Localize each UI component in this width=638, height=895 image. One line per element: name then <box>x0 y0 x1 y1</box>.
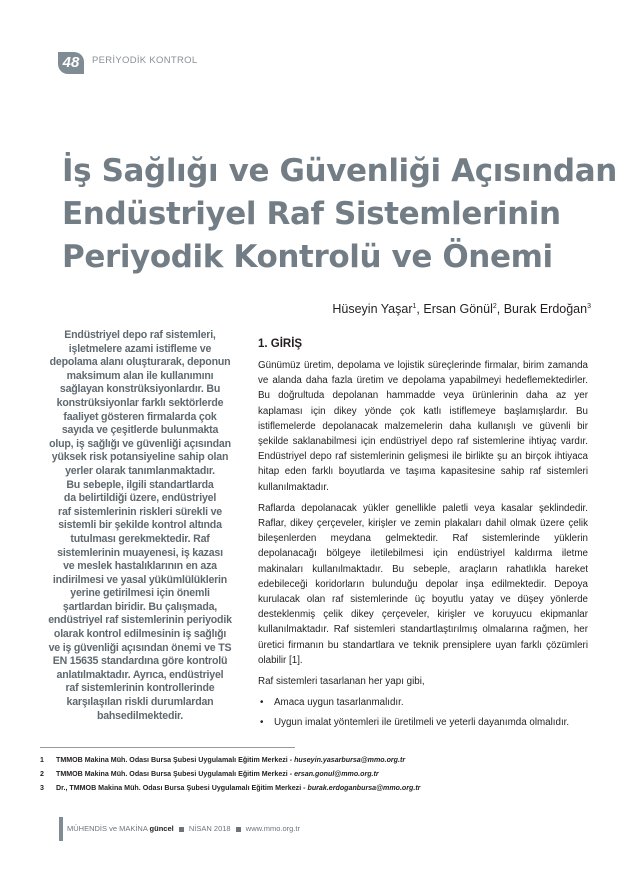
journal-name-bold: güncel <box>149 824 174 833</box>
page-number-tab: 48 <box>58 52 84 74</box>
footnote-text: TMMOB Makina Müh. Odası Bursa Şubesi Uygulamalı Eğitim Merkezi - <box>56 756 295 764</box>
footnote <box>40 753 600 767</box>
footnote-email-link[interactable]: ersan.gonul@mmo.org.tr <box>294 770 379 778</box>
list-item <box>258 715 588 730</box>
abstract-line: depolama alanı oluşturarak, deponun <box>49 356 231 369</box>
issue-date: NİSAN 2018 <box>188 824 231 833</box>
abstract-line: raf sistemlerinin kontrollerinde <box>65 682 215 695</box>
author-affiliation-mark: 2 <box>492 302 497 310</box>
abstract-line: endüstriyel raf sistemlerinin periyodik <box>48 614 232 627</box>
website-link[interactable]: www.mmo.org.tr <box>245 824 300 833</box>
abstract-line: ve iş güvenliği açısından önemi ve TS <box>48 641 232 654</box>
body-paragraph: Raf sistemleri tasarlanan her yapı gibi, <box>258 676 425 688</box>
list-item-text: Uygun imalat yöntemleri ile üretilmeli ve yeterli dayanımda olmalıdır. <box>274 717 570 729</box>
author-affiliation-mark: 1 <box>412 302 417 310</box>
abstract-line: olarak kontrol edilmesinin iş sağlığı <box>53 628 227 641</box>
abstract-line: sağlayan konstrüksiyonlardır. Bu <box>59 383 221 396</box>
bullet-icon: • <box>260 697 264 709</box>
footnote-email-link[interactable]: huseyin.yasarbursa@mmo.org.tr <box>294 756 406 764</box>
abstract-line: anlatılmaktadır. Ayrıca, endüstriyel <box>56 668 224 681</box>
square-separator-icon <box>236 827 241 832</box>
abstract-line: yerler olarak tanımlanmaktadır. <box>65 464 215 477</box>
body-paragraph: Raflarda depolanacak yükler genellikle paletli veya kasalar şeklindedir. Raflar, dikey çerçeveler, kirişler ve zemin plakaları dahil olmak üzere çelik bileşenlerden meydana gelmektedir. Raf sistemlerinde yüklerin depolanacağı bölgeye iletilebilmesi için endüstriyel kaldırma iletme makinaları kullanılmaktadır. Bu sebeple, araçların rahatlıkla hareket edebileceği koridorların bulunduğu depolar inşa edilmektedir. Depoya kurulacak olan raf sistemlerinde üç boyutlu yatay ve düşey yönlerde desteklenmiş çelik dikey çerçeveler, kirişler ve koruyucu ekipmanlar kullanılmaktadır. Raf sistemleri standartlaştırılmış olmalarına rağmen, her üretici firmanın bu standartlara ve teknik prensiplere uyan farklı çözümleri olabilir [1]. <box>258 502 588 666</box>
body-column <box>258 338 588 736</box>
abstract-line: yerine getirilmesi için önemli <box>70 587 210 600</box>
abstract-line: Endüstriyel depo raf sistemleri, <box>64 329 216 341</box>
abstract-line: indirilmesi ve yasal yükümlülüklerin <box>52 573 228 586</box>
footnote-divider <box>40 747 295 748</box>
footnote-text: TMMOB Makina Müh. Odası Bursa Şubesi Uygulamalı Eğitim Merkezi - <box>56 770 295 778</box>
title-line: Endüstriyel Raf Sistemlerinin <box>62 196 561 232</box>
footnote-number: 1 <box>40 756 44 764</box>
author-separator: , <box>496 302 504 316</box>
abstract-line: tutulması gerekmektedir. Raf <box>70 532 210 545</box>
footnote-text: Dr., TMMOB Makina Müh. Odası Bursa Şubesi Uygulamalı Eğitim Merkezi - <box>56 784 308 792</box>
abstract-line: karşılaşılan riskli durumlardan <box>66 696 214 709</box>
abstract-line: EN 15635 standardına göre kontrolü <box>52 655 228 668</box>
abstract-line: sistemli bir şekilde kontrol altında <box>58 519 222 532</box>
abstract-line: maksimum alan ile kullanımını <box>66 369 214 382</box>
abstract-line: işletmelere azami istifleme ve <box>68 342 212 355</box>
abstract-line: sayıda ve çeşitlerde bulunmakta <box>61 424 219 437</box>
abstract <box>40 329 240 723</box>
abstract-line: şartlardan biridir. Bu çalışmada, <box>62 600 218 613</box>
abstract-line: bahsedilmektedir. <box>96 709 184 722</box>
footnote-email-link[interactable]: burak.erdoganbursa@mmo.org.tr <box>307 784 421 792</box>
abstract-line: olup, iş sağlığı ve güvenliği açısından <box>49 437 231 450</box>
list-item-text: Amaca uygun tasarlanmalıdır. <box>274 697 404 709</box>
list-item <box>258 695 588 710</box>
author-name: Hüseyin Yaşar <box>332 302 413 316</box>
author-list <box>332 302 591 316</box>
author-name: Ersan Gönül <box>423 302 493 316</box>
section-heading: 1. GİRİŞ <box>258 338 303 350</box>
abstract-line: sistemlerinin muayenesi, iş kazası <box>57 546 223 559</box>
footnote <box>40 781 600 795</box>
square-separator-icon <box>179 827 184 832</box>
author-affiliation-mark: 3 <box>587 302 591 310</box>
footer-accent-bar <box>59 817 63 841</box>
bullet-list <box>258 695 588 730</box>
footnote <box>40 767 600 781</box>
abstract-line: da belirtildiği üzere, endüstriyel <box>63 492 217 505</box>
author-separator: , <box>416 302 424 316</box>
abstract-line: konstrüksiyonlar farklı sektörlerde <box>56 396 224 409</box>
footnotes <box>40 753 600 795</box>
abstract-line: faaliyet gösteren firmalarda çok <box>63 410 217 423</box>
abstract-line: ve meslek hastalıklarının en aza <box>63 560 217 573</box>
bullet-icon: • <box>260 717 264 729</box>
article-title <box>62 150 622 279</box>
author-name: Burak Erdoğan <box>503 302 588 316</box>
abstract-line: raf sistemlerinin riskleri sürekli ve <box>58 505 222 518</box>
abstract-line: yüksek risk potansiyeline sahip olan <box>51 451 229 464</box>
footnote-number: 3 <box>40 784 44 792</box>
title-line: Periyodik Kontrolü ve Önemi <box>62 239 553 275</box>
journal-name: MÜHENDİS ve MAKİNA <box>67 824 148 833</box>
footnote-number: 2 <box>40 770 44 778</box>
body-paragraph: Günümüz üretim, depolama ve lojistik süreçlerinde firmalar, birim zamanda ve alanda daha fazla üretim ve depolama yapabilmeyi hedeflemektedirler. Bu doğrultuda depolanan hammadde veya ürünlerinin daha az yer kaplaması için dikey yönde çok katlı istiflemeye başlamışlardır. Bu istiflemelerde depolanacak malzemelerin daha kullanışlı ve güvenli bir şekilde saklanabilmesi için endüstriyel depo raf sistemlerine ihtiyaç vardır. Endüstriyel depo raf sistemlerinin gelişmesi ile birlikte şu an birçok ihtiyaca hitap eden farklı boyutlarda ve taşıma kapasitesine sahip raf sistemleri kullanılmaktadır. <box>258 360 588 493</box>
abstract-line: Bu sebeple, ilgili standartlarda <box>66 478 214 491</box>
title-line: İş Sağlığı ve Güvenliği Açısından <box>62 153 617 189</box>
section-label: PERİYODİK KONTROL <box>92 55 198 66</box>
page-footer <box>67 824 300 833</box>
